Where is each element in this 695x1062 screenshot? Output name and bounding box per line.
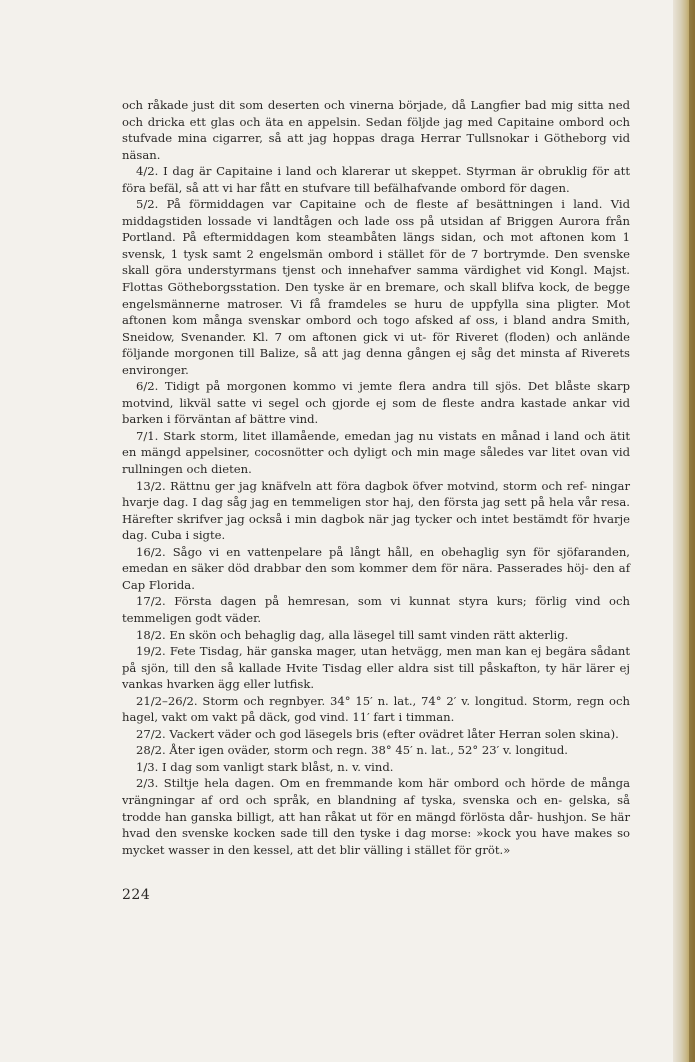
paragraph: 1/3. I dag som vanligt stark blåst, n. v. vind.	[136, 759, 394, 774]
page-edge-shadow	[689, 0, 695, 1062]
paragraph: 5/2. På förmiddagen var Capitaine och de fleste af besättningen i land. Vid middagstiden lossade vi landtågen och lade oss på utsidan af Briggen Aurora från Portland. På eftermiddagen kom steambåten längs sidan, och mot aftonen kom 1 svensk, 1 tysk samt 2 engelsmän ombord i stället för de 7 bortrymde. Den svenske skall göra understyrmans tjenst och innehafver samma värdighet vid Kongl. Majst. Flottas Götheborgsstation. Den tyske är en bremare, och skall blifva kock, de begge engelsmännerne matroser. Vi få framdeles se huru de uppfylla sina pligter. Mot aftonen kom många svenskar ombord och togo afsked af oss, i bland andra Smith, Sneidow, Svenander. Kl. 7 om aftonen gick vi ut- för Riveret (floden) och anlände följande morgonen till Balize, så att jag denna gången ej såg det minsta af Riverets environger.	[122, 197, 630, 377]
paragraph: 2/3. Stiltje hela dagen. Om en fremmande kom här ombord och hörde de många vrängningar af ord och språk, en blandning af tyska, svenska och en- gelska, så trodde han ganska billigt, att han råkat ut för en mängd förlösta dår- hushjon. Se här hvad den svenske kocken sade till den tyske i dag morse: »kock you have makes so mycket wasser in den kessel, att det blir välling i stället för gröt.»	[122, 776, 630, 857]
paragraph: 6/2. Tidigt på morgonen kommo vi jemte flera andra till sjös. Det blåste skarp motvind, likväl satte vi segel och gjorde ej som de fleste andra kastade ankar vid barken i förväntan af bättre vind.	[122, 379, 630, 427]
paragraph: 19/2. Fete Tisdag, här ganska mager, utan hetvägg, men man kan ej begära sådant på sjön, till den så kallade Hvite Tisdag eller aldra sist till påskafton, ty här lärer ej vankas hvarken ägg eller lutfisk.	[122, 644, 630, 692]
paragraph: och råkade just dit som deserten och vinerna började, då Langfier bad mig sitta ned och dricka ett glas och äta en appelsin. Sedan följde jag med Capitaine ombord och stufvade mina cigarrer, så att jag hoppas draga Herrar Tullsnokar i Götheborg vid näsan.	[122, 98, 630, 162]
paragraph: 13/2. Rättnu ger jag knäfveln att föra dagbok öfver motvind, storm och ref- ningar hvarje dag. I dag såg jag en temmeligen stor haj, den första jag sett på hela vår resa. Härefter skrifver jag också i min dagbok när jag tycker och intet bestämdt för hvarje dag. Cuba i sigte.	[122, 478, 630, 543]
paragraph: 27/2. Vackert väder och god läsegels bris (efter ovädret låter Herran solen skina).	[136, 726, 619, 741]
page-number: 224	[122, 887, 151, 903]
paragraph: 18/2. En skön och behaglig dag, alla läsegel till samt vinden rätt akterlig.	[136, 627, 569, 642]
paragraph: 4/2. I dag är Capitaine i land och klarerar ut skeppet. Styrman är obruklig för att föra befäl, så att vi har fått en stufvare till befälhafvande ombord för dagen.	[122, 164, 630, 195]
paragraph: 17/2. Första dagen på hemresan, som vi kunnat styra kurs; förlig vind och temmeligen godt väder.	[122, 594, 630, 625]
paragraph: 21/2–26/2. Storm och regnbyer. 34° 15′ n. lat., 74° 2′ v. longitud. Storm, regn och hagel, vakt om vakt på däck, god vind. 11′ fart i timman.	[122, 693, 630, 725]
paragraph: 16/2. Sågo vi en vattenpelare på långt håll, en obehaglig syn för sjöfaranden, emedan en säker död drabbar den som kommer dem för nära. Passerades höj- den af Cap Florida.	[122, 544, 630, 592]
paragraph: 7/1. Stark storm, litet illamående, emedan jag nu vistats en månad i land och ätit en mängd appelsiner, cocosnötter och dyligt och min mage således var litet ovan vid rullningen och dieten.	[122, 428, 630, 477]
body-text	[122, 97, 630, 858]
paragraph: 28/2. Åter igen oväder, storm och regn. 38° 45′ n. lat., 52° 23′ v. longitud.	[136, 743, 568, 758]
